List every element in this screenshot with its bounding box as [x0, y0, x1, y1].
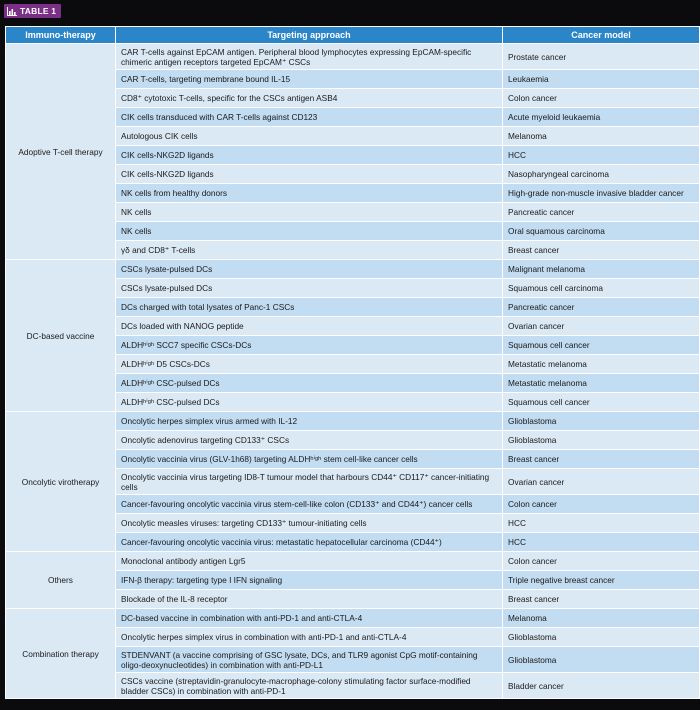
immunotherapy-table [5, 26, 699, 699]
cancer-model-cell: Squamous cell carcinoma [503, 279, 700, 298]
cancer-model-cell: Glioblastoma [503, 431, 700, 450]
targeting-approach-cell: NK cells from healthy donors [116, 184, 503, 203]
cancer-model-cell: Acute myeloid leukaemia [503, 108, 700, 127]
targeting-approach-cell: CIK cells transduced with CAR T-cells against CD123 [116, 108, 503, 127]
targeting-approach-cell: CAR T-cells against EpCAM antigen. Peripheral blood lymphocytes expressing EpCAM-specific chimeric antigen receptors targeted EpCAM⁺ CSCs [116, 44, 503, 70]
targeting-approach-cell: ALDHʰⁱᵍʰ D5 CSCs-DCs [116, 355, 503, 374]
targeting-approach-cell: CD8⁺ cytotoxic T-cells, specific for the CSCs antigen ASB4 [116, 89, 503, 108]
cancer-model-cell: Melanoma [503, 127, 700, 146]
group-label: Others [6, 552, 116, 609]
cancer-model-cell: Metastatic melanoma [503, 374, 700, 393]
cancer-model-cell: Colon cancer [503, 89, 700, 108]
cancer-model-cell: Prostate cancer [503, 44, 700, 70]
group-label: Combination therapy [6, 609, 116, 699]
targeting-approach-cell: IFN-β therapy: targeting type I IFN signaling [116, 571, 503, 590]
cancer-model-cell: Squamous cell cancer [503, 336, 700, 355]
cancer-model-cell: HCC [503, 514, 700, 533]
cancer-model-cell: Colon cancer [503, 552, 700, 571]
table-badge [4, 4, 61, 18]
cancer-model-cell: HCC [503, 146, 700, 165]
targeting-approach-cell: CSCs lysate-pulsed DCs [116, 260, 503, 279]
cancer-model-cell: Pancreatic cancer [503, 298, 700, 317]
cancer-model-cell: Melanoma [503, 609, 700, 628]
table-row [6, 412, 700, 431]
targeting-approach-cell: ALDHʰⁱᵍʰ CSC-pulsed DCs [116, 393, 503, 412]
group-label: Oncolytic virotherapy [6, 412, 116, 552]
cancer-model-cell: Triple negative breast cancer [503, 571, 700, 590]
cancer-model-cell: Glioblastoma [503, 647, 700, 673]
cancer-model-cell: Metastatic melanoma [503, 355, 700, 374]
table-row [6, 44, 700, 70]
targeting-approach-cell: CAR T-cells, targeting membrane bound IL-15 [116, 70, 503, 89]
cancer-model-cell: Breast cancer [503, 450, 700, 469]
targeting-approach-cell: STDENVANT (a vaccine comprising of GSC lysate, DCs, and TLR9 agonist CpG motif-containing oligo-deoxynucleotides) in combination with anti-PD-L1 [116, 647, 503, 673]
group-label: DC-based vaccine [6, 260, 116, 412]
targeting-approach-cell: DCs loaded with NANOG peptide [116, 317, 503, 336]
cancer-model-cell: Pancreatic cancer [503, 203, 700, 222]
targeting-approach-cell: γδ and CD8⁺ T-cells [116, 241, 503, 260]
cancer-model-cell: Breast cancer [503, 590, 700, 609]
cancer-model-cell: Squamous cell cancer [503, 393, 700, 412]
targeting-approach-cell: Oncolytic herpes simplex virus armed with IL-12 [116, 412, 503, 431]
targeting-approach-cell: ALDHʰⁱᵍʰ CSC-pulsed DCs [116, 374, 503, 393]
bar-chart-icon [7, 7, 17, 16]
targeting-approach-cell: CSCs lysate-pulsed DCs [116, 279, 503, 298]
cancer-model-cell: Glioblastoma [503, 412, 700, 431]
cancer-model-cell: Colon cancer [503, 495, 700, 514]
cancer-model-cell: Ovarian cancer [503, 317, 700, 336]
targeting-approach-cell: CIK cells-NKG2D ligands [116, 165, 503, 184]
cancer-model-cell: HCC [503, 533, 700, 552]
table-badge-label: TABLE 1 [20, 6, 57, 16]
cancer-model-cell: Bladder cancer [503, 673, 700, 699]
cancer-model-cell: Oral squamous carcinoma [503, 222, 700, 241]
header-cancer-model: Cancer model [503, 27, 700, 44]
header-immunotherapy: Immuno-therapy [6, 27, 116, 44]
table-header-row [6, 27, 700, 44]
targeting-approach-cell: CSCs vaccine (streptavidin-granulocyte-macrophage-colony stimulating factor surface-modified bladder CSCs) in combination with anti-PD-1 [116, 673, 503, 699]
cancer-model-cell: Ovarian cancer [503, 469, 700, 495]
cancer-model-cell: Leukaemia [503, 70, 700, 89]
cancer-model-cell: Glioblastoma [503, 628, 700, 647]
targeting-approach-cell: DCs charged with total lysates of Panc-1 CSCs [116, 298, 503, 317]
cancer-model-cell: Malignant melanoma [503, 260, 700, 279]
table-row [6, 609, 700, 628]
cancer-model-cell: Breast cancer [503, 241, 700, 260]
targeting-approach-cell: ALDHʰⁱᵍʰ SCC7 specific CSCs-DCs [116, 336, 503, 355]
targeting-approach-cell: Oncolytic vaccinia virus targeting ID8-T tumour model that harbours CD44⁺ CD117⁺ cancer-initiating cells [116, 469, 503, 495]
targeting-approach-cell: Monoclonal antibody antigen Lgr5 [116, 552, 503, 571]
table-row [6, 260, 700, 279]
header-targeting-approach: Targeting approach [116, 27, 503, 44]
targeting-approach-cell: Oncolytic measles viruses: targeting CD133⁺ tumour-initiating cells [116, 514, 503, 533]
targeting-approach-cell: CIK cells-NKG2D ligands [116, 146, 503, 165]
targeting-approach-cell: Blockade of the IL-8 receptor [116, 590, 503, 609]
group-label: Adoptive T-cell therapy [6, 44, 116, 260]
targeting-approach-cell: Autologous CIK cells [116, 127, 503, 146]
targeting-approach-cell: Oncolytic vaccinia virus (GLV-1h68) targeting ALDHʰⁱᵍʰ stem cell-like cancer cells [116, 450, 503, 469]
targeting-approach-cell: Oncolytic adenovirus targeting CD133⁺ CSCs [116, 431, 503, 450]
cancer-model-cell: High-grade non-muscle invasive bladder cancer [503, 184, 700, 203]
cancer-model-cell: Nasopharyngeal carcinoma [503, 165, 700, 184]
targeting-approach-cell: Cancer-favouring oncolytic vaccinia virus stem-cell-like colon (CD133⁺ and CD44⁺) cancer cells [116, 495, 503, 514]
targeting-approach-cell: Cancer-favouring oncolytic vaccinia virus: metastatic hepatocellular carcinoma (CD44⁺) [116, 533, 503, 552]
targeting-approach-cell: DC-based vaccine in combination with anti-PD-1 and anti-CTLA-4 [116, 609, 503, 628]
targeting-approach-cell: Oncolytic herpes simplex virus in combination with anti-PD-1 and anti-CTLA-4 [116, 628, 503, 647]
targeting-approach-cell: NK cells [116, 203, 503, 222]
table-row [6, 552, 700, 571]
targeting-approach-cell: NK cells [116, 222, 503, 241]
